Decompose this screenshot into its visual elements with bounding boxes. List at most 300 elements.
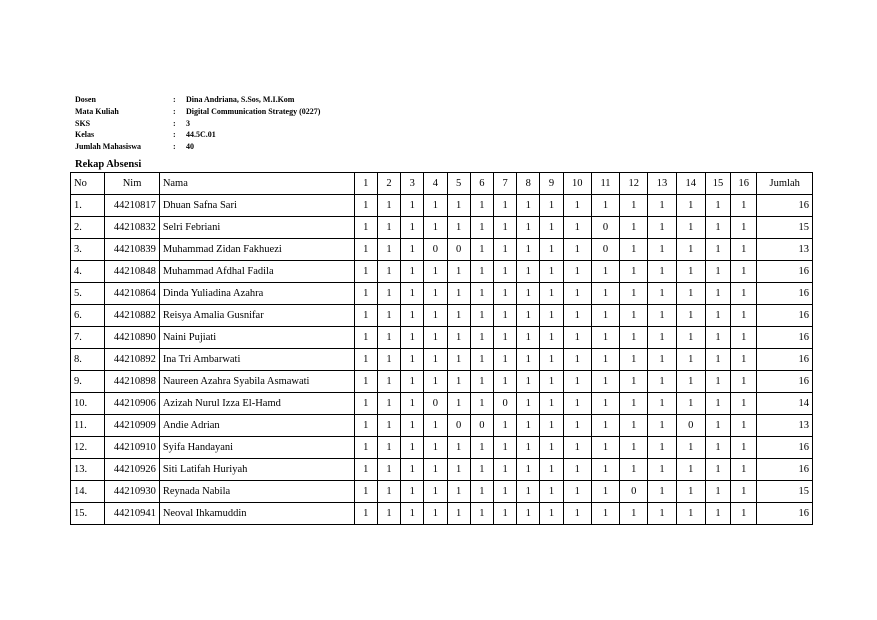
header-day-5: 5 — [447, 173, 470, 195]
cell-day-3: 1 — [401, 459, 424, 481]
cell-name: Dinda Yuliadina Azahra — [159, 283, 354, 305]
cell-day-12: 1 — [620, 503, 648, 525]
cell-no: 1. — [71, 195, 105, 217]
cell-day-11: 1 — [591, 393, 619, 415]
cell-day-5: 1 — [447, 195, 470, 217]
cell-day-2: 1 — [377, 503, 400, 525]
cell-day-11: 1 — [591, 305, 619, 327]
cell-day-3: 1 — [401, 503, 424, 525]
cell-day-1: 1 — [354, 393, 377, 415]
cell-day-2: 1 — [377, 349, 400, 371]
header-day-10: 10 — [563, 173, 591, 195]
cell-day-12: 0 — [620, 481, 648, 503]
cell-day-3: 1 — [401, 437, 424, 459]
cell-day-2: 1 — [377, 415, 400, 437]
cell-nim: 44210890 — [105, 327, 160, 349]
cell-day-6: 1 — [470, 305, 493, 327]
cell-day-1: 1 — [354, 371, 377, 393]
cell-day-13: 1 — [648, 415, 676, 437]
cell-day-13: 1 — [648, 195, 676, 217]
cell-day-2: 1 — [377, 459, 400, 481]
cell-day-10: 1 — [563, 349, 591, 371]
cell-nim: 44210848 — [105, 261, 160, 283]
cell-no: 3. — [71, 239, 105, 261]
cell-day-11: 1 — [591, 459, 619, 481]
header-day-14: 14 — [676, 173, 705, 195]
cell-day-15: 1 — [705, 481, 730, 503]
cell-name: Naureen Azahra Syabila Asmawati — [159, 371, 354, 393]
cell-day-9: 1 — [540, 415, 563, 437]
cell-day-7: 1 — [493, 437, 516, 459]
cell-day-15: 1 — [705, 437, 730, 459]
cell-day-2: 1 — [377, 283, 400, 305]
header-day-7: 7 — [493, 173, 516, 195]
cell-day-13: 1 — [648, 239, 676, 261]
cell-day-4: 1 — [424, 481, 447, 503]
cell-day-9: 1 — [540, 305, 563, 327]
cell-nim: 44210906 — [105, 393, 160, 415]
cell-day-4: 1 — [424, 327, 447, 349]
cell-day-1: 1 — [354, 459, 377, 481]
cell-day-12: 1 — [620, 327, 648, 349]
cell-day-5: 1 — [447, 481, 470, 503]
cell-total: 14 — [757, 393, 813, 415]
cell-day-16: 1 — [731, 481, 757, 503]
cell-nim: 44210882 — [105, 305, 160, 327]
cell-day-7: 1 — [493, 327, 516, 349]
cell-day-7: 1 — [493, 459, 516, 481]
cell-day-6: 1 — [470, 327, 493, 349]
cell-day-16: 1 — [731, 459, 757, 481]
cell-day-8: 1 — [517, 503, 540, 525]
cell-no: 14. — [71, 481, 105, 503]
cell-day-5: 1 — [447, 459, 470, 481]
info-value: 40 — [186, 142, 194, 152]
cell-total: 16 — [757, 283, 813, 305]
cell-day-1: 1 — [354, 305, 377, 327]
info-value: Digital Communication Strategy (0227) — [186, 106, 321, 116]
cell-day-6: 1 — [470, 437, 493, 459]
cell-day-13: 1 — [648, 503, 676, 525]
cell-total: 16 — [757, 261, 813, 283]
cell-total: 16 — [757, 437, 813, 459]
cell-day-6: 1 — [470, 349, 493, 371]
cell-no: 4. — [71, 261, 105, 283]
header-day-1: 1 — [354, 173, 377, 195]
cell-day-9: 1 — [540, 459, 563, 481]
cell-day-13: 1 — [648, 481, 676, 503]
cell-day-8: 1 — [517, 217, 540, 239]
cell-day-4: 1 — [424, 503, 447, 525]
cell-day-14: 1 — [676, 437, 705, 459]
cell-no: 2. — [71, 217, 105, 239]
cell-day-16: 1 — [731, 283, 757, 305]
cell-day-14: 1 — [676, 305, 705, 327]
cell-day-3: 1 — [401, 371, 424, 393]
cell-day-1: 1 — [354, 503, 377, 525]
info-label: Dosen — [75, 95, 96, 104]
info-row-sks — [75, 118, 320, 130]
cell-day-15: 1 — [705, 349, 730, 371]
cell-no: 11. — [71, 415, 105, 437]
cell-day-12: 1 — [620, 415, 648, 437]
cell-day-3: 1 — [401, 393, 424, 415]
cell-name: Azizah Nurul Izza El-Hamd — [159, 393, 354, 415]
cell-day-8: 1 — [517, 327, 540, 349]
cell-day-5: 1 — [447, 371, 470, 393]
cell-day-16: 1 — [731, 371, 757, 393]
info-row-mata-kuliah — [75, 106, 320, 118]
cell-day-13: 1 — [648, 261, 676, 283]
table-row — [71, 371, 813, 393]
cell-day-3: 1 — [401, 415, 424, 437]
cell-day-4: 1 — [424, 371, 447, 393]
header-day-2: 2 — [377, 173, 400, 195]
cell-day-2: 1 — [377, 393, 400, 415]
cell-day-8: 1 — [517, 349, 540, 371]
cell-day-9: 1 — [540, 393, 563, 415]
cell-name: Siti Latifah Huriyah — [159, 459, 354, 481]
table-row — [71, 305, 813, 327]
table-header-row — [71, 173, 813, 195]
cell-day-9: 1 — [540, 217, 563, 239]
cell-day-3: 1 — [401, 261, 424, 283]
cell-day-4: 1 — [424, 459, 447, 481]
cell-day-16: 1 — [731, 503, 757, 525]
table-row — [71, 393, 813, 415]
cell-name: Naini Pujiati — [159, 327, 354, 349]
info-row-dosen — [75, 94, 320, 106]
table-body — [71, 195, 813, 525]
cell-day-1: 1 — [354, 481, 377, 503]
cell-nim: 44210941 — [105, 503, 160, 525]
cell-day-8: 1 — [517, 305, 540, 327]
header-day-13: 13 — [648, 173, 676, 195]
cell-day-11: 1 — [591, 349, 619, 371]
table-row — [71, 349, 813, 371]
cell-day-16: 1 — [731, 195, 757, 217]
cell-day-4: 0 — [424, 239, 447, 261]
cell-day-1: 1 — [354, 239, 377, 261]
cell-total: 16 — [757, 349, 813, 371]
cell-day-10: 1 — [563, 327, 591, 349]
cell-day-1: 1 — [354, 261, 377, 283]
cell-day-5: 1 — [447, 283, 470, 305]
cell-day-11: 1 — [591, 415, 619, 437]
table-row — [71, 239, 813, 261]
cell-day-15: 1 — [705, 195, 730, 217]
cell-day-11: 1 — [591, 261, 619, 283]
header-day-3: 3 — [401, 173, 424, 195]
cell-day-2: 1 — [377, 481, 400, 503]
info-separator: : — [173, 142, 176, 152]
cell-day-5: 1 — [447, 503, 470, 525]
cell-day-10: 1 — [563, 283, 591, 305]
cell-day-8: 1 — [517, 481, 540, 503]
cell-day-5: 1 — [447, 393, 470, 415]
info-separator: : — [173, 130, 176, 140]
cell-day-9: 1 — [540, 239, 563, 261]
cell-day-14: 1 — [676, 261, 705, 283]
info-separator: : — [173, 118, 176, 128]
table-row — [71, 503, 813, 525]
cell-day-10: 1 — [563, 459, 591, 481]
cell-day-16: 1 — [731, 217, 757, 239]
cell-nim: 44210864 — [105, 283, 160, 305]
header-name: Nama — [159, 173, 354, 195]
cell-day-10: 1 — [563, 217, 591, 239]
cell-day-9: 1 — [540, 371, 563, 393]
info-label: Jumlah Mahasiswa — [75, 142, 142, 152]
info-label: Mata Kuliah — [75, 106, 119, 116]
info-value: Dina Andriana, S.Sos, M.I.Kom — [186, 95, 295, 104]
cell-day-9: 1 — [540, 261, 563, 283]
cell-day-8: 1 — [517, 261, 540, 283]
cell-day-10: 1 — [563, 371, 591, 393]
cell-day-7: 1 — [493, 195, 516, 217]
cell-nim: 44210839 — [105, 239, 160, 261]
cell-day-14: 1 — [676, 503, 705, 525]
cell-day-3: 1 — [401, 217, 424, 239]
cell-day-5: 1 — [447, 217, 470, 239]
cell-nim: 44210892 — [105, 349, 160, 371]
cell-name: Reisya Amalia Gusnifar — [159, 305, 354, 327]
cell-day-8: 1 — [517, 195, 540, 217]
cell-no: 8. — [71, 349, 105, 371]
cell-day-13: 1 — [648, 217, 676, 239]
cell-day-11: 0 — [591, 239, 619, 261]
cell-total: 15 — [757, 217, 813, 239]
cell-nim: 44210817 — [105, 195, 160, 217]
cell-day-4: 1 — [424, 217, 447, 239]
header-day-9: 9 — [540, 173, 563, 195]
cell-day-1: 1 — [354, 195, 377, 217]
cell-nim: 44210898 — [105, 371, 160, 393]
cell-day-7: 1 — [493, 503, 516, 525]
cell-name: Syifa Handayani — [159, 437, 354, 459]
header-nim: Nim — [105, 173, 160, 195]
cell-day-6: 1 — [470, 371, 493, 393]
cell-name: Ina Tri Ambarwati — [159, 349, 354, 371]
cell-no: 13. — [71, 459, 105, 481]
cell-day-11: 1 — [591, 437, 619, 459]
header-day-16: 16 — [731, 173, 757, 195]
header-day-6: 6 — [470, 173, 493, 195]
cell-day-12: 1 — [620, 459, 648, 481]
cell-day-5: 1 — [447, 327, 470, 349]
cell-total: 16 — [757, 327, 813, 349]
cell-day-2: 1 — [377, 327, 400, 349]
cell-day-7: 1 — [493, 283, 516, 305]
cell-no: 5. — [71, 283, 105, 305]
cell-day-8: 1 — [517, 239, 540, 261]
cell-day-8: 1 — [517, 283, 540, 305]
cell-day-11: 1 — [591, 283, 619, 305]
cell-day-1: 1 — [354, 327, 377, 349]
cell-no: 12. — [71, 437, 105, 459]
cell-day-8: 1 — [517, 459, 540, 481]
cell-day-1: 1 — [354, 217, 377, 239]
cell-day-13: 1 — [648, 283, 676, 305]
cell-day-16: 1 — [731, 415, 757, 437]
header-no: No — [71, 173, 105, 195]
cell-day-12: 1 — [620, 261, 648, 283]
cell-day-12: 1 — [620, 349, 648, 371]
cell-day-10: 1 — [563, 415, 591, 437]
cell-day-13: 1 — [648, 327, 676, 349]
cell-day-13: 1 — [648, 305, 676, 327]
cell-day-16: 1 — [731, 349, 757, 371]
cell-name: Muhammad Zidan Fakhuezi — [159, 239, 354, 261]
cell-nim: 44210926 — [105, 459, 160, 481]
cell-day-1: 1 — [354, 283, 377, 305]
cell-no: 9. — [71, 371, 105, 393]
cell-name: Dhuan Safna Sari — [159, 195, 354, 217]
header-day-4: 4 — [424, 173, 447, 195]
cell-total: 13 — [757, 415, 813, 437]
table-row — [71, 459, 813, 481]
cell-day-8: 1 — [517, 371, 540, 393]
info-row-jumlah-mahasiswa — [75, 141, 320, 153]
cell-day-7: 1 — [493, 261, 516, 283]
cell-day-14: 1 — [676, 481, 705, 503]
cell-day-11: 0 — [591, 217, 619, 239]
cell-day-4: 1 — [424, 283, 447, 305]
cell-day-15: 1 — [705, 503, 730, 525]
cell-day-2: 1 — [377, 371, 400, 393]
cell-day-3: 1 — [401, 239, 424, 261]
cell-day-4: 0 — [424, 393, 447, 415]
cell-day-7: 1 — [493, 415, 516, 437]
cell-day-14: 1 — [676, 393, 705, 415]
cell-day-8: 1 — [517, 393, 540, 415]
header-day-15: 15 — [705, 173, 730, 195]
cell-name: Neoval Ihkamuddin — [159, 503, 354, 525]
cell-nim: 44210910 — [105, 437, 160, 459]
info-value: 44.5C.01 — [186, 130, 216, 140]
cell-day-6: 1 — [470, 481, 493, 503]
cell-day-6: 1 — [470, 393, 493, 415]
cell-day-5: 1 — [447, 261, 470, 283]
cell-day-4: 1 — [424, 437, 447, 459]
cell-day-2: 1 — [377, 195, 400, 217]
cell-day-12: 1 — [620, 393, 648, 415]
cell-total: 15 — [757, 481, 813, 503]
cell-day-12: 1 — [620, 195, 648, 217]
info-label: Kelas — [75, 130, 95, 140]
cell-total: 13 — [757, 239, 813, 261]
cell-day-8: 1 — [517, 415, 540, 437]
cell-day-10: 1 — [563, 481, 591, 503]
table-row — [71, 283, 813, 305]
cell-day-15: 1 — [705, 283, 730, 305]
course-info — [75, 94, 320, 153]
cell-day-16: 1 — [731, 305, 757, 327]
cell-day-16: 1 — [731, 327, 757, 349]
cell-total: 16 — [757, 195, 813, 217]
cell-day-12: 1 — [620, 437, 648, 459]
cell-day-6: 1 — [470, 503, 493, 525]
cell-day-2: 1 — [377, 261, 400, 283]
attendance-table — [70, 172, 813, 525]
info-row-kelas — [75, 129, 320, 141]
cell-day-6: 1 — [470, 283, 493, 305]
cell-day-6: 1 — [470, 195, 493, 217]
cell-day-10: 1 — [563, 195, 591, 217]
cell-day-11: 1 — [591, 371, 619, 393]
cell-day-7: 1 — [493, 217, 516, 239]
cell-nim: 44210930 — [105, 481, 160, 503]
cell-day-4: 1 — [424, 195, 447, 217]
table-row — [71, 415, 813, 437]
cell-nim: 44210832 — [105, 217, 160, 239]
cell-no: 15. — [71, 503, 105, 525]
cell-day-11: 1 — [591, 481, 619, 503]
cell-name: Muhammad Afdhal Fadila — [159, 261, 354, 283]
cell-day-7: 0 — [493, 393, 516, 415]
cell-total: 16 — [757, 503, 813, 525]
cell-day-14: 1 — [676, 195, 705, 217]
info-value: 3 — [186, 118, 190, 128]
cell-day-10: 1 — [563, 393, 591, 415]
cell-day-13: 1 — [648, 459, 676, 481]
info-separator: : — [173, 106, 176, 116]
cell-day-16: 1 — [731, 261, 757, 283]
table-row — [71, 327, 813, 349]
cell-day-14: 1 — [676, 459, 705, 481]
info-separator: : — [173, 95, 176, 104]
cell-day-11: 1 — [591, 195, 619, 217]
cell-day-5: 1 — [447, 349, 470, 371]
cell-day-2: 1 — [377, 305, 400, 327]
cell-nim: 44210909 — [105, 415, 160, 437]
cell-day-4: 1 — [424, 305, 447, 327]
header-total: Jumlah — [757, 173, 813, 195]
cell-day-15: 1 — [705, 371, 730, 393]
cell-day-15: 1 — [705, 393, 730, 415]
cell-day-13: 1 — [648, 393, 676, 415]
cell-day-12: 1 — [620, 217, 648, 239]
cell-day-7: 1 — [493, 239, 516, 261]
cell-day-1: 1 — [354, 437, 377, 459]
cell-name: Reynada Nabila — [159, 481, 354, 503]
section-title: Rekap Absensi — [75, 159, 142, 170]
table-row — [71, 437, 813, 459]
cell-day-10: 1 — [563, 437, 591, 459]
table-row — [71, 195, 813, 217]
cell-day-9: 1 — [540, 283, 563, 305]
cell-day-15: 1 — [705, 261, 730, 283]
cell-day-3: 1 — [401, 349, 424, 371]
cell-day-11: 1 — [591, 327, 619, 349]
cell-no: 10. — [71, 393, 105, 415]
cell-day-16: 1 — [731, 239, 757, 261]
cell-day-15: 1 — [705, 327, 730, 349]
cell-day-3: 1 — [401, 327, 424, 349]
cell-day-12: 1 — [620, 305, 648, 327]
cell-day-14: 1 — [676, 327, 705, 349]
cell-day-5: 1 — [447, 305, 470, 327]
cell-day-3: 1 — [401, 283, 424, 305]
cell-day-14: 0 — [676, 415, 705, 437]
cell-day-12: 1 — [620, 283, 648, 305]
cell-day-1: 1 — [354, 415, 377, 437]
cell-day-14: 1 — [676, 283, 705, 305]
cell-day-7: 1 — [493, 371, 516, 393]
cell-name: Andie Adrian — [159, 415, 354, 437]
cell-day-9: 1 — [540, 349, 563, 371]
header-day-11: 11 — [591, 173, 619, 195]
